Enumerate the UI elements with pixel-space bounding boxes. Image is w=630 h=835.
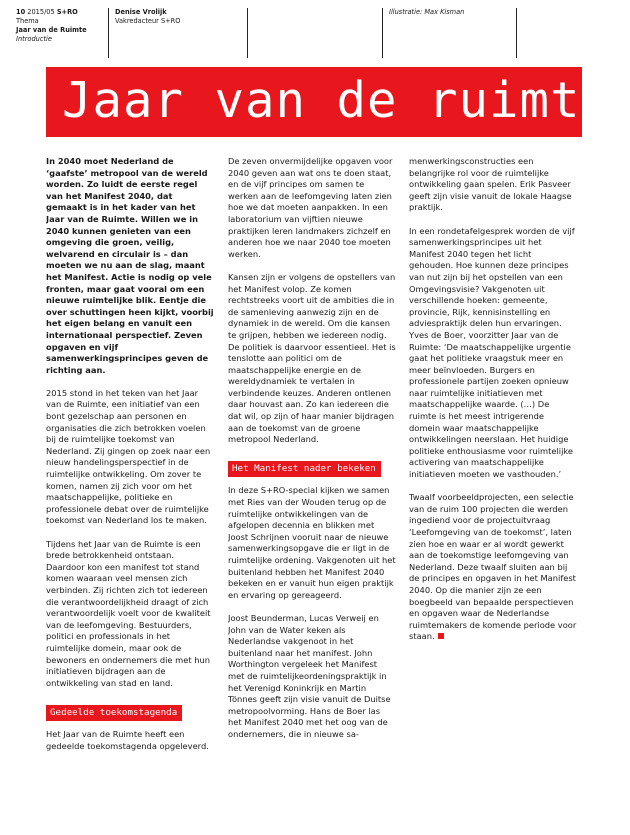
issue-number: 2015/05 [27, 8, 55, 16]
subheading: Het Manifest nader bekeken [228, 461, 381, 477]
header-end-column [516, 8, 566, 58]
closing-text: Twaalf voorbeeldprojecten, een selectie van de ruim 100 projecten die werden ingediend voor de projectuitvraag ‘Leefomgeving van de toekomst’, laten zien hoe en waar er al wordt gewerkt aan de toekomstige leefomgeving van Nederland. Deze twaalf sluiten aan bij de principes en opgaven in het Manifest 2040. Op die manier zijn ze een boegbeeld van bepaalde perspectieven en opgaven waar de Nederlandse ruimtemakers de komende periode voor staan. [409, 492, 577, 642]
lead-paragraph: In 2040 moet Nederland de ‘gaafste’ metropool van de wereld worden. Zo luidt de eerste regel van het Manifest 2040, dat gemaakt is in het kader van het Jaar van de Ruimte. Willen we in 2040 kunnen genieten van een omgeving die groen, veilig, welvarend en circulair is – dan moeten we nu aan de slag, maant het Manifest. Actie is nodig op vele fronten, maar gaat vooral om een nieuwe ruimtelijke blik. Eentje die over schuttingen heen kijkt, voorbij het eigen belang en vanuit een internationaal perspectief. Zeven opgaven en vijf samenwerkingsprincipes geven de richting aan. [46, 156, 214, 375]
end-mark-icon [438, 633, 444, 639]
illustration-credit: Illustratie: Max Kisman [389, 8, 465, 16]
subheading: Gedeelde toekomstagenda [46, 705, 182, 721]
page-title: Jaar van de ruimte [62, 72, 612, 129]
closing-paragraph [409, 492, 577, 643]
section-label: Thema [16, 17, 39, 25]
magazine-name: S+RO [56, 8, 78, 16]
paragraph: menwerkingsconstructies een belangrijke rol voor de ruimtelijke ontwikkeling gaan spelen. Erik Pasveer geeft zijn visie vanuit de lokale Haagse praktijk. [409, 156, 572, 213]
author-block [108, 8, 244, 58]
paragraph: Het Jaar van de Ruimte heeft een gedeelde toekomstagenda opgeleverd. [46, 728, 209, 751]
paragraph: Tijdens het Jaar van de Ruimte is een brede betrokkenheid ontstaan. Daardoor kon een manifest tot stand komen waaraan veel mensen zich verbinden. Zij richten zich tot iedereen die verantwoordelijkheid draagt of zich verantwoordelijk voelt voor de kwaliteit van de leefomgeving. Bestuurders, politici en professionals in het ruimtelijke domein, maar ook de bewoners en ondernemers die met hun initiatieven bijdragen aan de ontwikkeling van stad en land. [46, 538, 211, 688]
article-column-3 [409, 156, 577, 826]
paragraph: Kansen zijn er volgens de opstellers van het Manifest volop. Ze komen rechtstreeks voort uit de ambities die in de samenleving aanwezig zijn en de dynamiek in de wereld. Om die kansen te grijpen, hebben we iedereen nodig. De politiek is daarvoor essentieel. Het is tenslotte aan politici om de maatschappelijke energie en de wereldydnamiek te vertalen in verbindende keuzes. Anderen ontlenen daar houvast aan. Zo kan iedereen die dat wil, op zijn of haar manier bijdragen aan de toekomst van de groene metropool Nederland. [228, 271, 396, 445]
illustration-block [382, 8, 516, 58]
author-role: Vakredacteur S+RO [115, 17, 181, 25]
paragraph: In deze S+RO-special kijken we samen met Ries van der Wouden terug op de ruimtelijke ontwikkelingen van de afgelopen decennia en blikken met Joost Schrijnen vooruit naar de nieuwe samenwerkingsopgave die er ligt in de ruimtelijke ordening. Vakgenoten uit het buitenland hebben het Manifest 2040 bekeken en er vanuit hun eigen praktijk en ervaring op gereageerd. [228, 485, 396, 600]
page-header [0, 8, 630, 58]
header-empty-column [247, 8, 381, 58]
article-column-1 [46, 156, 214, 826]
theme-title: Jaar van de Ruimte [16, 26, 87, 34]
title-banner [46, 67, 612, 137]
section-type: Introductie [16, 35, 52, 43]
header-meta [16, 8, 106, 58]
paragraph: De zeven onvermijdelijke opgaven voor 2040 geven aan wat ons te doen staat, en de vijf principes om samen te werken aan de leefomgeving laten zien hoe we dat moeten aanpakken. In een laboratorium van vijftien nieuwe praktijken leren landmakers zichzelf en anderen hoe we naar 2040 toe moeten werken. [228, 156, 393, 259]
paragraph: 2015 stond in het teken van het Jaar van de Ruimte, een initiatief van een bont gezelschap aan personen en organisaties die zich betrokken voelen bij de ruimtelijke toekomst van Nederland. Zij gingen op zoek naar een nieuw handelingsperspectief in de ruimtelijke ontwikkeling. Om zover te komen, namen zij zich voor om het maatschappelijke, politieke en professionele debat over de ruimtelijke toekomst van Nederland los te maken. [46, 387, 211, 526]
article-column-2 [228, 156, 396, 826]
page-number: 10 [16, 8, 26, 16]
paragraph: Joost Beunderman, Lucas Verweij en John van de Water keken als Nederlandse vakgenoot in het buitenland naar het manifest. John Worthington vergeleek het Manifest met de ruimtelijkeordeningspraktijk in het Verenigd Koninkrijk en Martin Tönnes geeft zijn visie vanuit de Duitse metropoolvorming. Hans de Boer las het Manifest 2040 met het oog van de ondernemers, die in nieuwe sa- [228, 612, 391, 739]
paragraph: In een rondetafelgesprek worden de vijf samenwerkingsprincipes uit het Manifest 2040 tegen het licht gehouden. Hoe kunnen deze principes van nut zijn bij het opstellen van een Omgevingsvisie? Vakgenoten uit verschillende hoeken: gemeente, provincie, Rijk, kennisinstelling en adviespraktijk delen hun ervaringen. Yves de Boer, voorzitter Jaar van de Ruimte: ‘De maatschappelijke urgentie gaat het politieke vraagstuk meer en meer beïnvloeden. Burgers en professionele partijen zoeken opnieuw naar ruimtelijke initiatieven met maatschappelijke waarde. (…) De ruimte is het meest intrigerende domein waar maatschappelijke ontwikkelingen neerslaan. Het huidige politieke enthousiasme voor ruimtelijke activering van maatschappelijke initiatieven moeten we vasthouden.’ [409, 225, 575, 480]
author-name: Denise Vrolijk [115, 8, 167, 16]
